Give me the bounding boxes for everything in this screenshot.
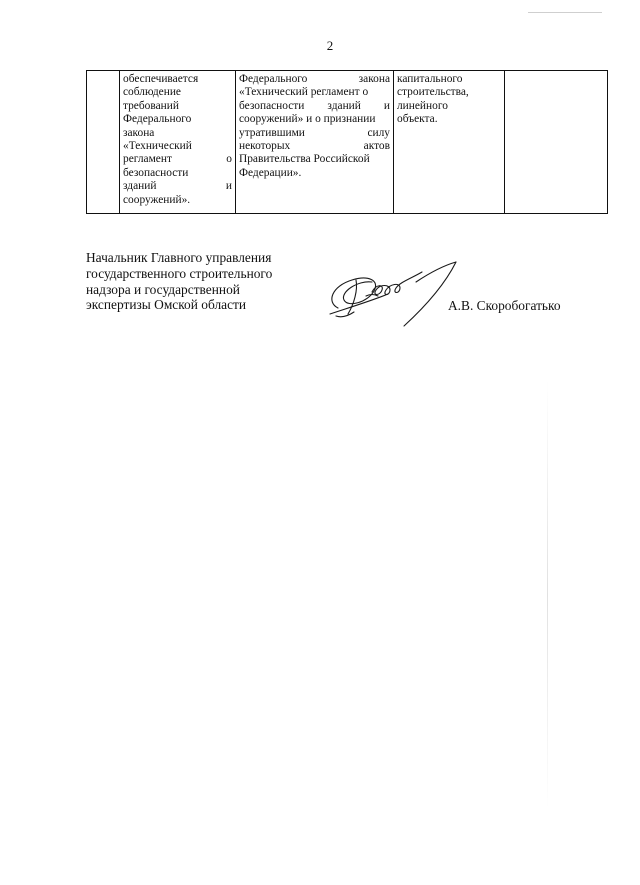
- text-line: соблюдение: [123, 86, 181, 99]
- text-line: Федерального: [123, 113, 192, 126]
- text-line: обеспечивается: [123, 73, 199, 85]
- text-line: Федерации».: [239, 166, 302, 179]
- text-line: [123, 180, 232, 193]
- text-line: Правительства Российской: [239, 153, 370, 166]
- text-word: безопасности: [239, 99, 305, 112]
- text-word: зданий: [327, 99, 361, 112]
- text-line: закона: [123, 126, 155, 139]
- signer-position-line: надзора и государственной: [86, 281, 240, 297]
- name-text: [123, 73, 232, 207]
- handwritten-signature-icon: [318, 258, 478, 332]
- table-cell-number: [87, 71, 120, 214]
- text-line: «Технический: [123, 140, 192, 153]
- text-word: закона: [358, 73, 390, 85]
- scan-artifact-top: [528, 12, 602, 13]
- text-line: сооружений» и о признании: [239, 113, 376, 126]
- text-line: [123, 153, 232, 166]
- text-word: силу: [367, 126, 390, 139]
- signer-position-line: государственного строительного: [86, 265, 273, 281]
- text-word: некоторых: [239, 140, 291, 153]
- text-line: безопасности: [123, 166, 189, 179]
- text-word: актов: [363, 140, 390, 153]
- text-line: [239, 140, 390, 153]
- table-cell-object: [394, 71, 505, 214]
- text-line: объекта.: [397, 113, 438, 126]
- table-cell-name: [120, 71, 236, 214]
- text-word: регламент: [123, 153, 172, 166]
- table-row: [87, 71, 608, 214]
- page-number: 2: [326, 38, 334, 53]
- scan-artifact-right: [547, 380, 548, 810]
- text-line: «Технический регламент о: [239, 86, 369, 99]
- signer-name: А.В. Скоробогатько: [448, 298, 561, 313]
- text-line: [239, 100, 390, 113]
- text-line: строительства,: [397, 86, 469, 99]
- text-line: капитального: [397, 73, 463, 85]
- requirements-table: [86, 70, 608, 214]
- text-line: [239, 127, 390, 140]
- object-text: [397, 73, 501, 127]
- text-word: утратившими: [239, 126, 305, 139]
- table-cell-note: [505, 71, 608, 214]
- text-line: линейного: [397, 99, 448, 112]
- text-word: зданий: [123, 180, 157, 193]
- text-line: [239, 73, 390, 86]
- signer-position: [86, 250, 272, 313]
- text-word: о: [226, 153, 232, 166]
- signer-position-line: Начальник Главного управления: [86, 250, 272, 265]
- text-word: Федерального: [239, 73, 308, 85]
- text-line: сооружений».: [123, 193, 191, 206]
- table-cell-basis: [236, 71, 394, 214]
- basis-text: [239, 73, 390, 180]
- text-word: и: [383, 99, 390, 112]
- text-word: и: [225, 180, 232, 193]
- signer-position-line: экспертизы Омской области: [86, 297, 247, 313]
- text-line: требований: [123, 99, 179, 112]
